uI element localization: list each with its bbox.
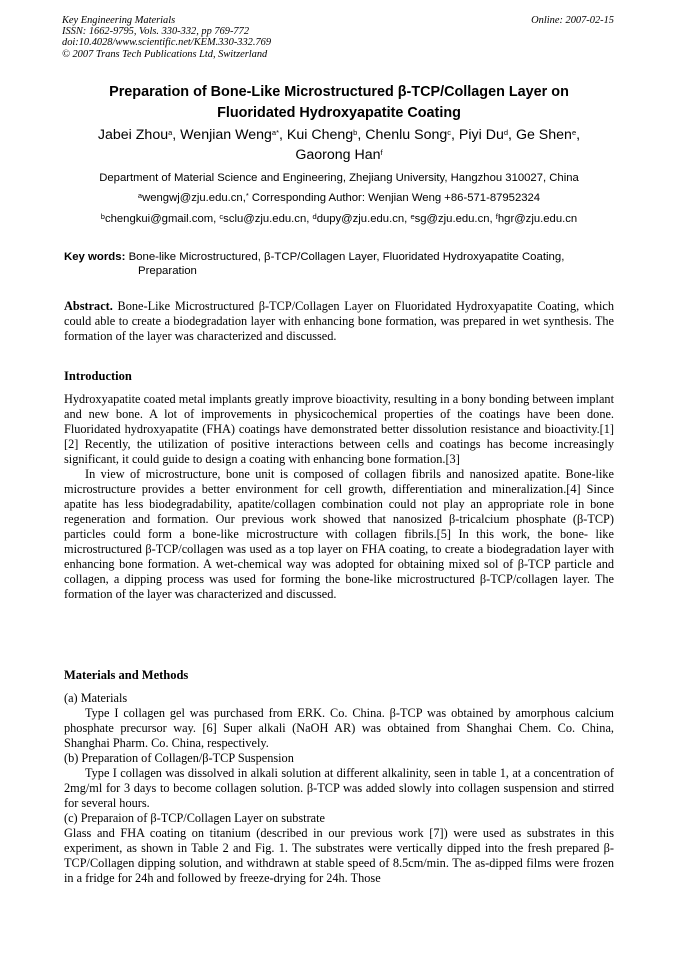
introduction-body: [64, 392, 614, 602]
paper-title: [40, 82, 638, 124]
author-name: Ge Shen: [515, 127, 572, 143]
email-sup: e: [410, 212, 415, 221]
author-name: Wenjian Weng: [180, 127, 272, 143]
author-name: Kui Cheng: [286, 127, 354, 143]
intro-paragraph-1: Hydroxyapatite coated metal implants greatly improve bioactivity, resulting in a bony bonding between implant and new bone. A lot of improvements in physicochemical properties of the coatings have been done. Fluoridated hydroxyapatite (FHA) coatings have demonstrated better dissolution resistance and bioactivity.[1][2] Recently, the utilization of positive interactions between cells and coatings has become increasingly significant, it could guide to design a coating with enhancing bone formation.[3]: [64, 392, 614, 466]
author-sup: c: [447, 128, 452, 137]
affiliation-emails: [40, 212, 638, 226]
email-sup: a: [137, 191, 143, 200]
author-name: Gaorong Han: [295, 147, 381, 163]
title-line-1: Preparation of Bone-Like Microstructured β-TCP/Collagen Layer on: [109, 84, 569, 100]
email-sup: c: [219, 212, 224, 221]
introduction-heading: Introduction: [64, 369, 132, 383]
author-sup: a*: [271, 128, 280, 137]
author-line-2: [40, 145, 638, 165]
author-sup: d: [503, 128, 509, 137]
abstract-label: Abstract.: [64, 299, 113, 313]
methods-c-text: Glass and FHA coating on titanium (described in our previous work [7]) were used as substrates in this experiment, as shown in Table 2 and Fig. 1. The substrates were vertically dipped into the fresh prepared β-TCP/Collagen dipping solution, and withdrawn at stable speed of 8.5cm/min. The as-dipped films were frozen in a fridge for 24h and followed by freeze-drying for 24h. Those: [64, 826, 614, 885]
methods-heading: Materials and Methods: [64, 668, 189, 682]
issn-line: ISSN: 1662-9795, Vols. 330-332, pp 769-772: [62, 26, 250, 38]
email-link[interactable]: sg@zju.edu.cn,: [414, 213, 496, 225]
email-link[interactable]: dupy@zju.edu.cn,: [316, 213, 411, 225]
journal-name: Key Engineering Materials: [62, 15, 176, 26]
email-sup: f: [495, 212, 498, 221]
methods-b-title: (b) Preparation of Collagen/β-TCP Suspension: [64, 751, 294, 765]
author-sep: ,: [357, 127, 366, 143]
author-name: Jabei Zhou: [97, 127, 169, 143]
abstract: [64, 299, 614, 344]
keywords-line-2: Preparation: [138, 265, 197, 277]
author-sep: ,: [508, 127, 516, 143]
intro-paragraph-2: In view of microstructure, bone unit is composed of collagen fibrils and nanosized apatite. Bone-like microstructure provides a better environment for cell growth, differentiation and mineralization.[4] Since apatite has less biodegradability, apatite/collagen combination could not play an appropriate role in bone regeneration and formation. Our previous work showed that nanosized β-tricalcium phosphate (β-TCP) particles could form a bone-like microstructure with collagen fibrils.[5] In this work, the bone- like microstructured β-TCP/collagen was used as a top layer on FHA coating, to create a biodegradation layer with enhancing bone formation. A wet-chemical way was adopted for obtaining mixed sol of β-TCP particle and collagen, a dipping process was used for forming the bone-like microstructured β-TCP/collagen layer. The formation of the layer was characterized and discussed.: [64, 467, 614, 601]
email-wengwj[interactable]: wengwj@zju.edu.cn,: [142, 192, 246, 204]
email-sup: d: [312, 212, 317, 221]
author-sup: e: [571, 128, 577, 137]
keywords-block: [64, 250, 616, 278]
author-sup: a: [168, 128, 173, 137]
methods-a-title: (a) Materials: [64, 691, 128, 705]
author-list: [40, 125, 638, 165]
keywords-label: Key words:: [64, 251, 126, 263]
author-sep: ,: [576, 127, 581, 143]
methods-c-title: (c) Preparaion of β-TCP/Collagen Layer on substrate: [64, 811, 325, 825]
doi-line: doi:10.4028/www.scientific.net/KEM.330-332.769: [62, 37, 272, 49]
affiliation-dept: Department of Material Science and Engineering, Zhejiang University, Hangzhou 310027, China: [99, 172, 579, 184]
author-name: Piyi Du: [458, 127, 504, 143]
corresponding-author: Corresponding Author: Wenjian Weng +86-571-87952324: [248, 192, 541, 204]
journal-header: [62, 15, 271, 60]
author-line-1: [40, 125, 638, 145]
author-sep: ,: [279, 127, 287, 143]
author-sep: ,: [451, 127, 459, 143]
email-link[interactable]: chengkui@gmail.com,: [104, 213, 220, 225]
author-sup: b: [353, 128, 358, 137]
affiliation-contact: [40, 191, 638, 205]
methods-body: [64, 691, 614, 886]
email-link[interactable]: sclu@zju.edu.cn,: [223, 213, 313, 225]
author-name: Chenlu Song: [365, 127, 448, 143]
email-sup: b: [100, 212, 105, 221]
abstract-text: Bone-Like Microstructured β-TCP/Collagen Layer on Fluoridated Hydroxyapatite Coating, which could able to create a biodegradation layer with enhancing bone formation, was prepared in wet synthesis. The formation of the layer was characterized and discussed.: [64, 299, 614, 343]
corresponding-star: *: [245, 191, 249, 200]
copyright-line: © 2007 Trans Tech Publications Ltd, Switzerland: [62, 48, 268, 60]
author-sep: ,: [172, 127, 181, 143]
author-sup: f: [380, 148, 383, 157]
methods-b-text: Type I collagen was dissolved in alkali solution at different alkalinity, seen in table 1, at a concentration of 2mg/ml for 3 days to become collagen solution. β-TCP was added slowly into collagen suspension and stirred for several hours.: [64, 766, 614, 810]
methods-a-text: Type I collagen gel was purchased from ERK. Co. China. β-TCP was obtained by amorphous calcium phosphate precursor way. [6] Super alkali (NaOH AR) was obtained from Shanghai Chem. Co. China, Shanghai Pharm. Co. China, respectively.: [64, 706, 614, 750]
online-date: Online: 2007-02-15: [531, 15, 614, 26]
email-link[interactable]: hgr@zju.edu.cn: [497, 213, 578, 225]
title-line-2: Fluoridated Hydroxyapatite Coating: [217, 105, 461, 121]
keywords-line-1: Bone-like Microstructured, β-TCP/Collagen Layer, Fluoridated Hydroxyapatite Coating,: [125, 251, 565, 263]
